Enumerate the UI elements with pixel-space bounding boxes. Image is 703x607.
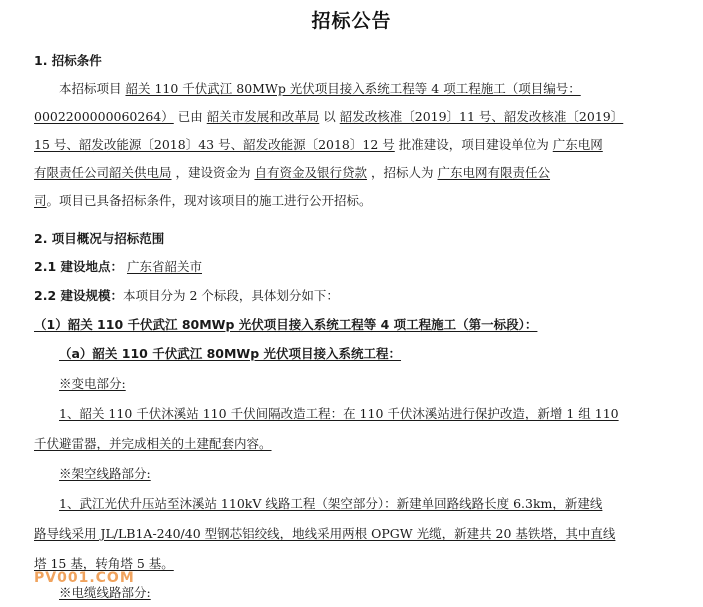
owner-2: 有限责任公司韶关供电局 [34,165,172,180]
text-segment: 本招标项目 [59,81,122,96]
overhead-item-line-1: 1、武江光伏升压站至沐溪站 110kV 线路工程（架空部分）：新建单回路线路长度 6.3km，新建线 [59,496,603,511]
substation-heading: ※变电部分: [59,376,126,391]
section-1-heading: 1. 招标条件 [34,53,102,68]
page-title: 招标公告 [311,10,392,32]
text-segment: 已由 [177,109,203,124]
overhead-heading: ※架空线路部分: [59,466,151,481]
overhead-item-line-3: 塔 15 基，转角塔 5 基。 [34,556,174,571]
paragraph-1-line-1 [59,81,581,97]
construction-scale-label: 2.2 建设规模： [34,288,123,303]
construction-scale-text: 本项目分为 2 个标段，具体划分如下： [123,288,339,303]
approval-docs-2: 15 号、韶发改能源〔2018〕43 号、韶发改能源〔2018〕12 号 [34,137,395,152]
paragraph-1-line-2 [34,109,623,125]
construction-site-value: 广东省韶关市 [126,259,202,274]
construction-scale [34,288,339,304]
substation-item-line-1: 1、韶关 110 千伏沐溪站 110 千伏间隔改造工程：在 110 千伏沐溪站进行保护改造，新增 1 组 110 [59,406,619,421]
overhead-item-line-2: 路导线采用 JL/LB1A-240/40 型钢芯铝绞线，地线采用两根 OPGW 光缆，新建共 20 基铁塔，其中直线 [34,526,616,541]
text-segment: 批准建设，项目建设单位为 [398,137,549,152]
tenderer-1: 广东电网有限责任公 [437,165,551,180]
tenderer-2: 司 [34,193,47,208]
paragraph-1-line-3 [34,137,603,153]
construction-site [34,259,202,275]
sub-project-a-heading: （a）韶关 110 千伏武江 80MWp 光伏项目接入系统工程： [59,346,402,361]
cable-heading: ※电缆线路部分: [59,585,151,600]
text-segment: 以 [323,109,336,124]
substation-item-line-2: 千伏避雷器，并完成相关的土建配套内容。 [34,436,272,451]
section-2-heading: 2. 项目概况与招标范围 [34,231,165,246]
funding: 自有资金及银行贷款 [254,165,368,180]
project-code: 0002200000060264） [34,109,174,124]
owner-1: 广东电网 [552,137,603,152]
construction-site-label: 2.1 建设地点： [34,259,123,274]
paragraph-1-line-5 [34,193,372,209]
approver: 韶关市发展和改革局 [206,109,320,124]
watermark: PV001.COM [34,570,135,586]
approval-docs-1: 韶发改核准〔2019〕11 号、韶发改核准〔2019〕 [339,109,624,124]
project-name: 韶关 110 千伏武江 80MWp 光伏项目接入系统工程等 4 项工程施工（项目编号： [125,81,581,96]
lot-1-heading: （1）韶关 110 千伏武江 80MWp 光伏项目接入系统工程等 4 项工程施工（第一标段）： [34,317,538,332]
text-segment: ，招标人为 [371,165,434,180]
text-segment: 。项目已具备招标条件，现对该项目的施工进行公开招标。 [46,193,372,208]
paragraph-1-line-4 [34,165,550,181]
text-segment: ，建设资金为 [175,165,251,180]
